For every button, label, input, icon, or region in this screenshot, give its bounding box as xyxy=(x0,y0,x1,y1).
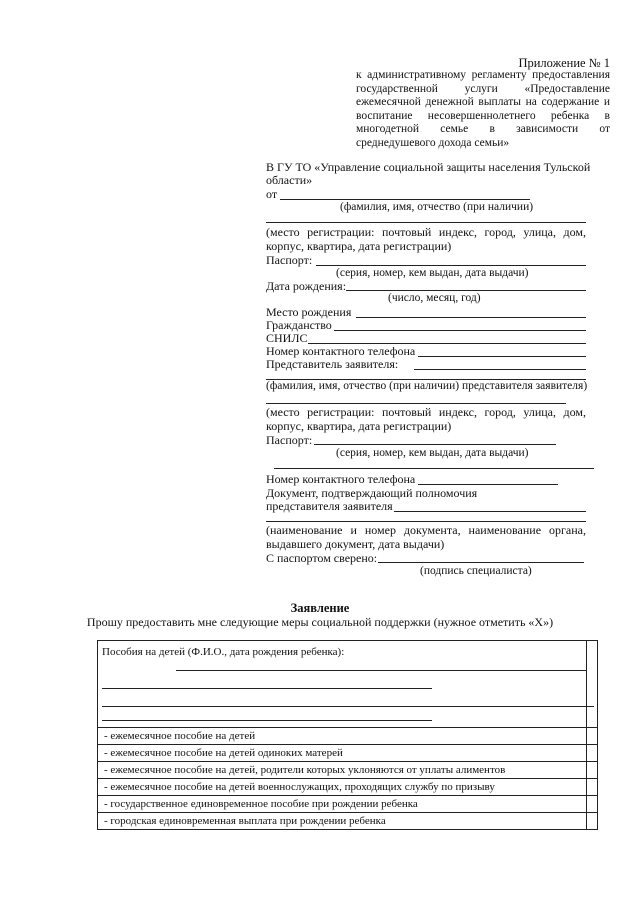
mark-box[interactable] xyxy=(587,779,598,796)
document-details-field[interactable] xyxy=(266,521,586,522)
appendix-title: Приложение № 1 xyxy=(518,56,610,70)
representative-fio-hint: (фамилия, имя, отчество (при наличии) представителя заявителя) xyxy=(266,380,588,392)
document-label: Документ, подтверждающий полномочия xyxy=(266,486,478,500)
children-fio-line-4[interactable] xyxy=(102,720,432,721)
representative-field[interactable] xyxy=(414,369,586,370)
representative-passport-label: Паспорт: xyxy=(266,433,313,447)
document-hint: (наименование и номер документа, наименование органа, выдавшего документ, дата выдачи) xyxy=(266,523,586,551)
mark-box[interactable] xyxy=(587,728,598,745)
mark-box[interactable] xyxy=(587,796,598,813)
verified-hint: (подпись специалиста) xyxy=(420,565,532,577)
benefit-item: - ежемесячное пособие на детей, родители которых уклоняются от уплаты алиментов xyxy=(98,762,587,779)
table-row xyxy=(98,728,598,745)
verified-label: С паспортом сверено: xyxy=(266,551,378,565)
representative-passport-extra-field[interactable] xyxy=(274,468,594,469)
birthplace-label: Место рождения xyxy=(266,305,352,319)
snils-label: СНИЛС xyxy=(266,331,308,345)
addressee-line-2: области» xyxy=(266,173,313,187)
table-row xyxy=(98,641,598,728)
passport-hint: (серия, номер, кем выдан, дата выдачи) xyxy=(336,267,529,279)
representative-label: Представитель заявителя: xyxy=(266,357,399,371)
benefit-item: - ежемесячное пособие на детей военнослужащих, проходящих службу по призыву xyxy=(98,779,587,796)
from-label: от xyxy=(266,187,278,201)
citizenship-field[interactable] xyxy=(334,330,586,331)
phone-label: Номер контактного телефона xyxy=(266,344,416,358)
children-benefits-label: Пособия на детей (Ф.И.О., дата рождения ребенка): xyxy=(102,646,345,658)
mark-box[interactable] xyxy=(587,745,598,762)
benefit-item: - ежемесячное пособие на детей одиноких матерей xyxy=(98,745,587,762)
birthdate-hint: (число, месяц, год) xyxy=(388,292,481,304)
verified-signature-field[interactable] xyxy=(378,562,584,563)
registration-field[interactable] xyxy=(266,222,586,223)
fio-hint: (фамилия, имя, отчество (при наличии) xyxy=(340,201,534,213)
phone-field[interactable] xyxy=(418,356,586,357)
benefit-item: - ежемесячное пособие на детей xyxy=(98,728,587,745)
representative-passport-field[interactable] xyxy=(314,444,556,445)
benefit-item: - городская единовременная выплата при рождении ребенка xyxy=(98,813,587,830)
birthplace-field[interactable] xyxy=(356,317,586,318)
children-benefits-cell[interactable] xyxy=(98,641,587,728)
table-row xyxy=(98,779,598,796)
citizenship-label: Гражданство xyxy=(266,318,332,332)
children-fio-line-1[interactable] xyxy=(176,670,586,671)
table-row xyxy=(98,796,598,813)
document-label-2: представителя заявителя xyxy=(266,499,393,513)
statement-heading: Заявление xyxy=(290,601,350,615)
table-row xyxy=(98,762,598,779)
registration-hint: (место регистрации: почтовый индекс, город, улица, дом, корпус, квартира, дата регистрации) xyxy=(266,225,586,253)
birthdate-label: Дата рождения: xyxy=(266,279,347,293)
representative-registration-field[interactable] xyxy=(266,403,566,404)
representative-phone-label: Номер контактного телефона xyxy=(266,472,416,486)
table-row xyxy=(98,745,598,762)
statement-intro: Прошу предоставить мне следующие меры социальной поддержки (нужное отметить «Х») xyxy=(86,615,554,629)
mark-box[interactable] xyxy=(587,813,598,830)
document-field[interactable] xyxy=(394,511,586,512)
representative-passport-hint: (серия, номер, кем выдан, дата выдачи) xyxy=(336,447,529,459)
children-fio-line-3[interactable] xyxy=(102,706,594,707)
representative-registration-hint: (место регистрации: почтовый индекс, город, улица, дом, корпус, квартира, дата регистрации) xyxy=(266,405,586,433)
benefits-table xyxy=(97,640,598,830)
mark-box[interactable] xyxy=(587,762,598,779)
addressee-line-1: В ГУ ТО «Управление социальной защиты населения Тульской xyxy=(266,160,591,174)
table-row xyxy=(98,813,598,830)
representative-phone-field[interactable] xyxy=(418,484,558,485)
appendix-description: к административному регламенту предоставления государственной услуги «Предоставление ежемесячной денежной выплаты на содержание и воспитание несовершеннолетнего ребенка в многодетной семье в зависимости от среднедушевого дохода семьи» xyxy=(356,69,610,149)
benefit-item: - государственное единовременное пособие при рождении ребенка xyxy=(98,796,587,813)
children-fio-line-2[interactable] xyxy=(102,688,432,689)
passport-label: Паспорт: xyxy=(266,253,313,267)
mark-box[interactable] xyxy=(587,641,598,728)
